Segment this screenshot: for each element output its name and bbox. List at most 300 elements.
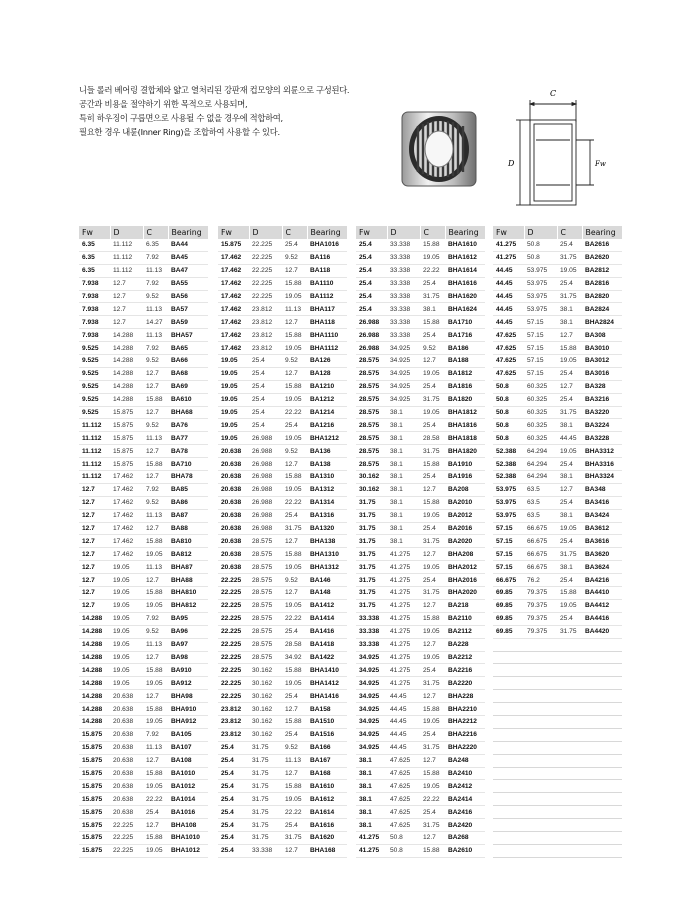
cell-c: 25.4 [557,239,582,251]
table-row [79,342,208,355]
cell-fw: 41.275 [356,831,387,844]
empty-row [493,844,622,857]
cell-bearing: BHA2210 [445,703,485,716]
table-row [79,690,208,703]
cell-fw: 25.4 [356,303,387,316]
cell-c: 38.1 [557,509,582,522]
cell-bearing: BHA2012 [445,561,485,574]
cell-c: 15.88 [282,277,307,290]
cell-bearing: BA1212 [307,393,347,406]
cell-bearing: BA228 [445,638,485,651]
cell-fw: 31.75 [356,522,387,535]
cell-bearing: BA1416 [307,625,347,638]
cell-c: 19.05 [143,548,168,561]
cell-bearing: BA910 [168,664,208,677]
cell-d: 47.625 [387,767,420,780]
cell-c: 38.1 [557,561,582,574]
cell-bearing: BHA2824 [582,316,622,329]
cell-d: 79.375 [524,625,557,638]
table-row [218,767,347,780]
cell-c: 15.88 [282,715,307,728]
cell-fw: 14.288 [79,664,110,677]
empty-cell [493,819,524,832]
empty-row [493,715,622,728]
cell-fw: 22.225 [218,612,249,625]
cell-fw: 28.575 [356,432,387,445]
table-row [79,471,208,484]
table-row [218,844,347,857]
table-row [79,767,208,780]
table-row [356,406,485,419]
cell-bearing: BHA1410 [307,664,347,677]
cell-bearing: BA268 [445,831,485,844]
table-row [218,703,347,716]
cell-fw: 34.925 [356,664,387,677]
cell-fw: 47.625 [493,342,524,355]
table-row [79,393,208,406]
cell-d: 30.162 [249,715,282,728]
cell-fw: 25.4 [356,239,387,251]
empty-cell [582,664,622,677]
table-row [79,664,208,677]
cell-d: 22.225 [110,844,143,857]
empty-cell [557,767,582,780]
cell-d: 38.1 [387,458,420,471]
table-row [356,664,485,677]
cell-fw: 26.988 [356,342,387,355]
cell-c: 19.05 [143,599,168,612]
cell-d: 33.338 [387,329,420,342]
header-row [493,226,622,239]
cell-c: 19.05 [557,264,582,277]
table-row [218,522,347,535]
cell-d: 26.988 [249,522,282,535]
table-row [79,728,208,741]
cell-c: 7.92 [143,483,168,496]
intro-line: 특히 하우징이 구릅면으로 사용될 수 없을 경우에 적합하여, [79,113,283,123]
empty-row [493,728,622,741]
cell-d: 31.75 [249,819,282,832]
table-row [218,419,347,432]
cell-fw: 31.75 [356,587,387,600]
cell-c: 9.52 [143,419,168,432]
intro-line: 필요한 경우 내륜(Inner Ring)을 조합하여 사용할 수 있다. [79,127,280,137]
cell-fw: 17.462 [218,316,249,329]
table-row [79,303,208,316]
table-row [356,780,485,793]
cell-c: 19.05 [420,651,445,664]
cell-d: 60.325 [524,406,557,419]
cell-d: 79.375 [524,599,557,612]
empty-cell [493,677,524,690]
empty-cell [493,664,524,677]
cell-fw: 15.875 [79,793,110,806]
table-row [493,251,622,264]
header-c: C [557,226,582,239]
empty-cell [557,844,582,857]
table-row [356,535,485,548]
cell-c: 22.22 [282,612,307,625]
table-row [218,819,347,832]
cell-bearing: BA2410 [445,767,485,780]
cell-c: 15.88 [420,612,445,625]
cell-d: 23.812 [249,329,282,342]
empty-cell [582,703,622,716]
cell-d: 26.988 [249,432,282,445]
cell-fw: 53.975 [493,483,524,496]
cell-fw: 50.8 [493,393,524,406]
cell-d: 22.225 [110,831,143,844]
cell-fw: 28.575 [356,380,387,393]
cell-bearing: BA2110 [445,612,485,625]
cell-c: 12.7 [143,690,168,703]
header-c: C [420,226,445,239]
header-row [218,226,347,239]
cell-c: 25.4 [282,625,307,638]
cell-d: 66.675 [524,522,557,535]
table-row [356,587,485,600]
cell-c: 9.52 [282,741,307,754]
cell-bearing: BHA1416 [307,690,347,703]
cell-bearing: BA55 [168,277,208,290]
cell-c: 22.22 [282,406,307,419]
cell-d: 12.7 [110,290,143,303]
intro-text [79,83,409,139]
empty-cell [524,690,557,703]
cell-bearing: BA1418 [307,638,347,651]
cell-bearing: BHA2220 [445,741,485,754]
cell-d: 14.288 [110,380,143,393]
cell-d: 30.162 [249,664,282,677]
cell-bearing: BHA810 [168,587,208,600]
empty-cell [524,831,557,844]
cell-c: 9.52 [282,355,307,368]
cell-fw: 66.675 [493,574,524,587]
cell-c: 15.88 [420,703,445,716]
cell-fw: 69.85 [493,612,524,625]
cell-fw: 44.45 [493,264,524,277]
empty-row [493,638,622,651]
table-row [218,793,347,806]
cell-fw: 69.85 [493,599,524,612]
cell-c: 15.88 [143,703,168,716]
bearing-photo [392,100,486,196]
table-row [79,458,208,471]
table-row [218,780,347,793]
cell-c: 31.75 [282,522,307,535]
cell-fw: 31.75 [356,496,387,509]
cell-fw: 25.4 [218,844,249,857]
cell-d: 19.05 [110,612,143,625]
cell-c: 31.75 [420,290,445,303]
cell-c: 12.7 [282,367,307,380]
cell-fw: 12.7 [79,561,110,574]
table-row [79,483,208,496]
cell-d: 57.15 [524,342,557,355]
cell-c: 25.4 [420,471,445,484]
cell-c: 25.4 [420,380,445,393]
table-row [218,239,347,251]
cell-c: 12.7 [143,367,168,380]
cell-bearing: BA1110 [307,277,347,290]
empty-cell [582,754,622,767]
cell-c: 25.4 [420,329,445,342]
cell-fw: 20.638 [218,445,249,458]
header-row [356,226,485,239]
cell-c: 15.88 [282,329,307,342]
table-row [79,445,208,458]
cell-fw: 15.875 [79,767,110,780]
table-row [356,612,485,625]
empty-cell [557,754,582,767]
cell-fw: 9.525 [79,393,110,406]
cell-bearing: BHA138 [307,535,347,548]
table-row [356,831,485,844]
cell-bearing: BA77 [168,432,208,445]
intro-line: 공간과 비용을 절약하기 위한 목적으로 사용되며, [79,99,248,109]
cell-bearing: BA248 [445,754,485,767]
empty-cell [493,715,524,728]
empty-row [493,806,622,819]
cell-c: 38.1 [420,303,445,316]
cell-d: 33.338 [387,290,420,303]
cell-bearing: BHA912 [168,715,208,728]
cell-c: 15.88 [420,767,445,780]
cell-fw: 20.638 [218,535,249,548]
cell-d: 33.338 [387,277,420,290]
table-row [356,355,485,368]
cell-bearing: BHA108 [168,819,208,832]
table-row [79,806,208,819]
table-row [493,290,622,303]
cell-fw: 34.925 [356,715,387,728]
table-row [79,612,208,625]
cell-fw: 50.8 [493,419,524,432]
table-row [79,329,208,342]
table-row [218,806,347,819]
cell-fw: 38.1 [356,754,387,767]
cell-bearing: BHA2020 [445,587,485,600]
cell-bearing: BA710 [168,458,208,471]
table-row [493,483,622,496]
table-row [79,367,208,380]
cell-c: 12.7 [143,819,168,832]
cell-c: 7.92 [143,612,168,625]
cell-d: 17.462 [110,509,143,522]
cell-bearing: BHA1620 [445,290,485,303]
cell-d: 28.575 [249,587,282,600]
cell-fw: 57.15 [493,522,524,535]
cell-fw: 7.938 [79,290,110,303]
cell-c: 25.4 [420,419,445,432]
table-row [218,432,347,445]
cell-bearing: BA1614 [307,806,347,819]
table-body [79,239,208,857]
cell-c: 11.13 [143,638,168,651]
cell-c: 19.05 [420,561,445,574]
table-row [218,251,347,264]
cell-c: 11.13 [282,754,307,767]
table-row [79,496,208,509]
cell-bearing: BA2820 [582,290,622,303]
cell-d: 57.15 [524,329,557,342]
cell-bearing: BA66 [168,355,208,368]
cell-c: 22.22 [143,793,168,806]
cell-fw: 19.05 [218,432,249,445]
cell-d: 41.275 [387,612,420,625]
cell-d: 19.05 [110,599,143,612]
table-row [493,239,622,251]
cell-d: 14.288 [110,367,143,380]
cell-c: 15.88 [143,831,168,844]
cell-d: 28.575 [249,548,282,561]
cell-bearing: BA4410 [582,587,622,600]
cell-fw: 17.462 [218,290,249,303]
cell-c: 9.52 [143,290,168,303]
cell-fw: 50.8 [493,406,524,419]
cell-bearing: BA3012 [582,355,622,368]
table-row [356,599,485,612]
cell-d: 14.288 [110,329,143,342]
cell-c: 34.92 [282,651,307,664]
cell-fw: 15.875 [79,819,110,832]
cell-c: 7.92 [143,728,168,741]
cell-bearing: BHA57 [168,329,208,342]
cell-d: 38.1 [387,496,420,509]
table-row [218,625,347,638]
cell-c: 31.75 [557,290,582,303]
table-row [493,406,622,419]
cell-fw: 33.338 [356,612,387,625]
cell-fw: 69.85 [493,587,524,600]
cell-c: 31.75 [557,406,582,419]
cell-c: 31.75 [420,741,445,754]
cell-c: 11.13 [143,329,168,342]
table-row [218,509,347,522]
cell-bearing: BA1620 [307,831,347,844]
empty-cell [493,638,524,651]
cell-bearing: BA2812 [582,264,622,277]
cell-bearing: BA3224 [582,419,622,432]
cell-d: 30.162 [249,677,282,690]
cell-d: 15.875 [110,432,143,445]
cell-d: 38.1 [387,471,420,484]
cell-c: 15.88 [143,393,168,406]
table-row [493,509,622,522]
empty-cell [582,638,622,651]
table-row [356,754,485,767]
cell-fw: 15.875 [79,754,110,767]
cell-d: 20.638 [110,767,143,780]
cell-fw: 9.525 [79,367,110,380]
table-body [493,239,622,857]
table-row [356,690,485,703]
empty-cell [582,831,622,844]
cell-fw: 23.812 [218,728,249,741]
cell-c: 11.13 [143,741,168,754]
cell-d: 28.575 [249,535,282,548]
cell-d: 44.45 [387,690,420,703]
cell-bearing: BA2610 [445,844,485,857]
cell-fw: 15.875 [79,741,110,754]
cell-c: 31.75 [557,548,582,561]
table-row [493,445,622,458]
cell-fw: 19.05 [218,393,249,406]
cell-fw: 31.75 [356,599,387,612]
cell-bearing: BA186 [445,342,485,355]
header-d: D [110,226,143,239]
cell-d: 17.462 [110,535,143,548]
cell-c: 14.27 [143,316,168,329]
cell-c: 12.7 [143,471,168,484]
cell-bearing: BA1214 [307,406,347,419]
table-row [79,419,208,432]
cell-c: 44.45 [557,432,582,445]
cell-d: 41.275 [387,561,420,574]
cell-fw: 19.05 [218,367,249,380]
empty-row [493,793,622,806]
cell-fw: 15.875 [79,831,110,844]
cell-fw: 7.938 [79,277,110,290]
cell-bearing: BA2416 [445,806,485,819]
cell-c: 15.88 [420,316,445,329]
cell-fw: 34.925 [356,677,387,690]
cell-bearing: BA1210 [307,380,347,393]
cell-fw: 12.7 [79,574,110,587]
cell-bearing: BA2212 [445,651,485,664]
header-fw: Fw [218,226,249,239]
table-row [79,638,208,651]
table-row [356,264,485,277]
cell-d: 63.5 [524,496,557,509]
cell-bearing: BA86 [168,496,208,509]
cell-bearing: BA308 [582,329,622,342]
table-row [493,561,622,574]
cell-d: 31.75 [249,806,282,819]
empty-cell [557,741,582,754]
cell-c: 15.88 [282,380,307,393]
cell-d: 41.275 [387,677,420,690]
cell-fw: 28.575 [356,419,387,432]
label-c: C [550,89,557,98]
cell-d: 79.375 [524,587,557,600]
cell-bearing: BA1412 [307,599,347,612]
table-row [356,316,485,329]
empty-cell [493,767,524,780]
cell-fw: 14.288 [79,651,110,664]
cell-c: 25.4 [420,277,445,290]
cell-c: 12.7 [420,638,445,651]
empty-cell [582,793,622,806]
cell-fw: 12.7 [79,483,110,496]
cell-fw: 31.75 [356,574,387,587]
cell-bearing: BHA68 [168,406,208,419]
cell-bearing: BA45 [168,251,208,264]
cell-d: 28.575 [249,599,282,612]
table-row [218,677,347,690]
table-row [79,599,208,612]
cell-d: 25.4 [249,393,282,406]
table-row [493,471,622,484]
table-row [356,329,485,342]
table-row [493,458,622,471]
cell-d: 44.45 [387,728,420,741]
cell-c: 11.13 [143,509,168,522]
table-row [218,690,347,703]
cell-fw: 47.625 [493,355,524,368]
cell-bearing: BA1510 [307,715,347,728]
cell-fw: 25.4 [218,767,249,780]
